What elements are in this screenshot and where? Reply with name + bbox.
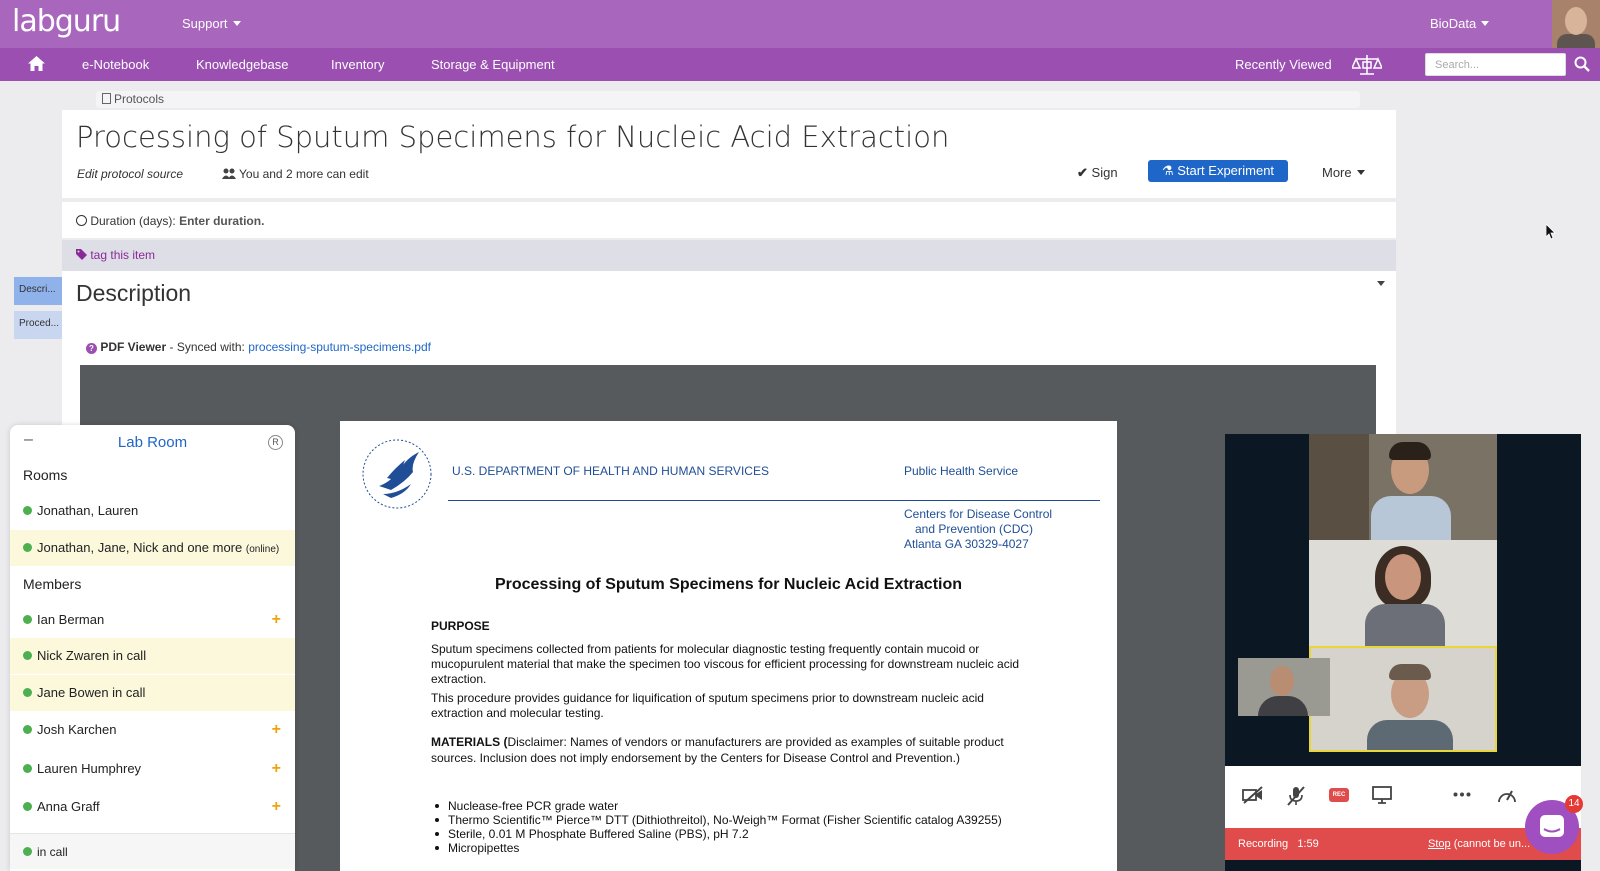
video-tile-participant[interactable]	[1309, 434, 1497, 540]
online-dot	[23, 651, 32, 660]
members-heading: Members	[23, 576, 82, 592]
check-icon: ✔	[1077, 165, 1088, 180]
pdf-purpose-heading	[431, 619, 1031, 634]
status-dot	[23, 847, 32, 856]
screen-share-icon[interactable]	[1372, 786, 1392, 804]
member-item[interactable]	[10, 751, 295, 787]
pdf-dept: U.S. DEPARTMENT OF HEALTH AND HUMAN SERVICES	[452, 464, 769, 478]
online-dot	[23, 688, 32, 697]
room-name: Jonathan, Lauren	[37, 503, 139, 518]
tag-icon	[76, 249, 87, 260]
pdf-cdc-line: and Prevention (CDC)	[915, 522, 1034, 536]
pdf-viewer-label	[86, 340, 431, 354]
protocol-header	[62, 110, 1396, 198]
member-name: Lauren Humphrey	[37, 761, 142, 776]
chat-unread-badge: 14	[1565, 795, 1583, 813]
add-to-call-button[interactable]: +	[271, 760, 281, 777]
collapse-caret-icon[interactable]	[1377, 281, 1385, 286]
edit-protocol-source-link[interactable]: Edit protocol source	[77, 167, 184, 181]
pdf-heading-text: PURPOSE	[431, 619, 490, 633]
pdf-materials-heading: MATERIALS (	[431, 735, 508, 749]
pdf-materials-list	[431, 799, 1011, 855]
member-name: Nick Zwaren in call	[37, 648, 147, 663]
member-name: Josh Karchen	[37, 722, 117, 737]
start-experiment-label: Start Experiment	[1177, 163, 1275, 178]
room-note: (online)	[245, 544, 280, 555]
account-menu[interactable]	[1430, 16, 1489, 31]
room-item[interactable]	[10, 493, 295, 529]
recording-label: Recording	[1238, 838, 1289, 850]
recording-time: 1:59	[1297, 838, 1319, 850]
editors-info[interactable]	[222, 167, 369, 181]
pdf-service: Public Health Service	[904, 464, 1019, 478]
avatar-body	[1557, 34, 1595, 48]
stop-recording-link[interactable]: Stop	[1428, 838, 1451, 850]
pdf-cdc-address	[904, 507, 1052, 552]
main-nav	[0, 48, 1600, 81]
nav-inventory[interactable]: Inventory	[331, 57, 385, 72]
pdf-rule	[448, 500, 1100, 501]
flask-icon: ⚗	[1161, 163, 1174, 178]
stop-note: (cannot be un...	[1453, 838, 1531, 850]
page-title: Processing of Sputum Specimens for Nucleic Acid Extraction	[76, 120, 950, 154]
lab-room-panel	[10, 425, 295, 871]
user-avatar[interactable]	[1552, 0, 1600, 48]
video-tile-active-speaker[interactable]	[1309, 646, 1497, 752]
nav-knowledgebase[interactable]: Knowledgebase	[196, 57, 289, 72]
clock-icon	[76, 215, 87, 226]
duration-value[interactable]: Enter duration.	[179, 214, 265, 228]
side-tab-description[interactable]: Descri...	[14, 277, 62, 305]
add-to-call-button[interactable]: +	[271, 721, 281, 738]
home-icon[interactable]	[28, 56, 45, 71]
online-dot	[23, 543, 32, 552]
tag-this-item-link[interactable]: tag this item	[90, 248, 156, 262]
member-item[interactable]	[10, 602, 295, 638]
mic-off-icon[interactable]	[1286, 786, 1306, 806]
pdf-bullet: Nuclease-free PCR grade water	[431, 799, 1011, 813]
room-item[interactable]	[10, 530, 295, 566]
speed-gauge-icon[interactable]	[1497, 786, 1517, 804]
pdf-cdc-line: Atlanta GA 30329-4027	[904, 537, 1029, 551]
search-input[interactable]	[1425, 53, 1566, 76]
member-item[interactable]	[10, 675, 295, 711]
tag-bar	[62, 240, 1396, 271]
online-dot	[23, 725, 32, 734]
balance-scale-icon[interactable]	[1352, 54, 1382, 76]
chevron-down-icon	[1357, 170, 1365, 175]
video-tile-self[interactable]	[1238, 658, 1330, 716]
pdf-materials-text: Disclaimer: Names of vendors or manufacturers are provided as examples of suitable product sources. Inclusion does not imply endorsement by the Centers for Disease Control and Prevention.)	[431, 735, 1004, 765]
mouse-cursor-icon	[1546, 224, 1557, 240]
lab-room-title: Lab Room	[117, 434, 188, 451]
avatar-face	[1565, 7, 1587, 35]
duration-row	[62, 202, 1396, 238]
start-experiment-button[interactable]	[1148, 160, 1288, 182]
support-menu[interactable]	[182, 16, 241, 31]
chevron-down-icon	[1481, 21, 1489, 26]
record-button[interactable]: REC	[1329, 788, 1349, 802]
recently-viewed-link[interactable]: Recently Viewed	[1235, 57, 1332, 72]
search-icon[interactable]	[1574, 56, 1590, 72]
member-item[interactable]	[10, 712, 295, 748]
chevron-down-icon	[233, 21, 241, 26]
status-text: in call	[37, 845, 68, 859]
pdf-title: Processing of Sputum Specimens for Nucleic Acid Extraction	[494, 576, 963, 593]
member-name: Ian Berman	[37, 612, 105, 627]
pdf-page	[340, 421, 1117, 871]
pdf-paragraph: Sputum specimens collected from patients for molecular diagnostic testing frequently contain mucoid or mucopurulent material that make the specimen too viscous for efficient processing for downstream nucleic acid extraction.	[431, 642, 1020, 686]
breadcrumb[interactable]	[96, 91, 1360, 108]
labguru-logo[interactable]: labguru	[12, 4, 121, 39]
online-dot	[23, 615, 32, 624]
pdf-bullet: Sterile, 0.01 M Phosphate Buffered Saline (PBS), pH 7.2	[431, 827, 1011, 841]
pdf-viewer-title: PDF Viewer	[100, 340, 167, 354]
add-to-call-button[interactable]: +	[271, 798, 281, 815]
pdf-bullet: Micropipettes	[431, 841, 1011, 855]
member-item[interactable]	[10, 789, 295, 825]
minimize-button[interactable]: –	[24, 431, 33, 448]
help-icon[interactable]: ?	[86, 343, 97, 354]
video-tile-participant[interactable]	[1309, 540, 1497, 646]
account-label: BioData	[1430, 16, 1477, 31]
editors-label: You and 2 more can edit	[239, 167, 369, 181]
users-icon	[222, 168, 236, 179]
room-name: Jonathan, Jane, Nick and one more	[37, 540, 243, 555]
member-name: Anna Graff	[37, 799, 100, 814]
hhs-seal-logo	[361, 438, 433, 510]
sign-button[interactable]	[1077, 165, 1118, 181]
pdf-materials	[431, 734, 1031, 766]
member-name: Jane Bowen in call	[37, 685, 146, 700]
status-row[interactable]	[10, 833, 295, 869]
online-dot	[23, 506, 32, 515]
nav-storage-equipment[interactable]: Storage & Equipment	[431, 57, 555, 72]
online-dot	[23, 764, 32, 773]
synced-with-label: - Synced with:	[169, 340, 245, 354]
more-menu[interactable]	[1322, 165, 1365, 180]
pdf-cdc-line: Centers for Disease Control	[904, 507, 1053, 521]
pdf-bullet: Thermo Scientific™ Pierce™ DTT (Dithiothreitol), No-Weigh™ Format (Fisher Scientific catalog A39255)	[431, 813, 1011, 827]
sign-label: Sign	[1091, 165, 1118, 180]
breadcrumb-protocols: Protocols	[114, 92, 165, 106]
rooms-heading: Rooms	[23, 467, 68, 483]
document-icon	[102, 93, 111, 104]
nav-enotebook[interactable]: e-Notebook	[82, 57, 150, 72]
duration-label: Duration (days):	[90, 214, 176, 228]
pdf-file-link[interactable]: processing-sputum-specimens.pdf	[248, 340, 431, 354]
more-options-icon[interactable]	[1453, 792, 1471, 797]
side-tab-procedure[interactable]: Proced...	[14, 311, 62, 339]
r-badge-button[interactable]: R	[268, 435, 283, 450]
top-bar	[0, 0, 1600, 48]
support-label: Support	[182, 16, 228, 31]
member-item[interactable]	[10, 638, 295, 674]
description-title: Description	[76, 280, 192, 306]
online-dot	[23, 802, 32, 811]
more-label: More	[1322, 165, 1352, 180]
pdf-paragraph: This procedure provides guidance for liquification of sputum specimens prior to downstream nucleic acid extraction and molecular testing.	[431, 691, 984, 720]
camera-off-icon[interactable]	[1242, 786, 1264, 804]
add-to-call-button[interactable]: +	[271, 611, 281, 628]
